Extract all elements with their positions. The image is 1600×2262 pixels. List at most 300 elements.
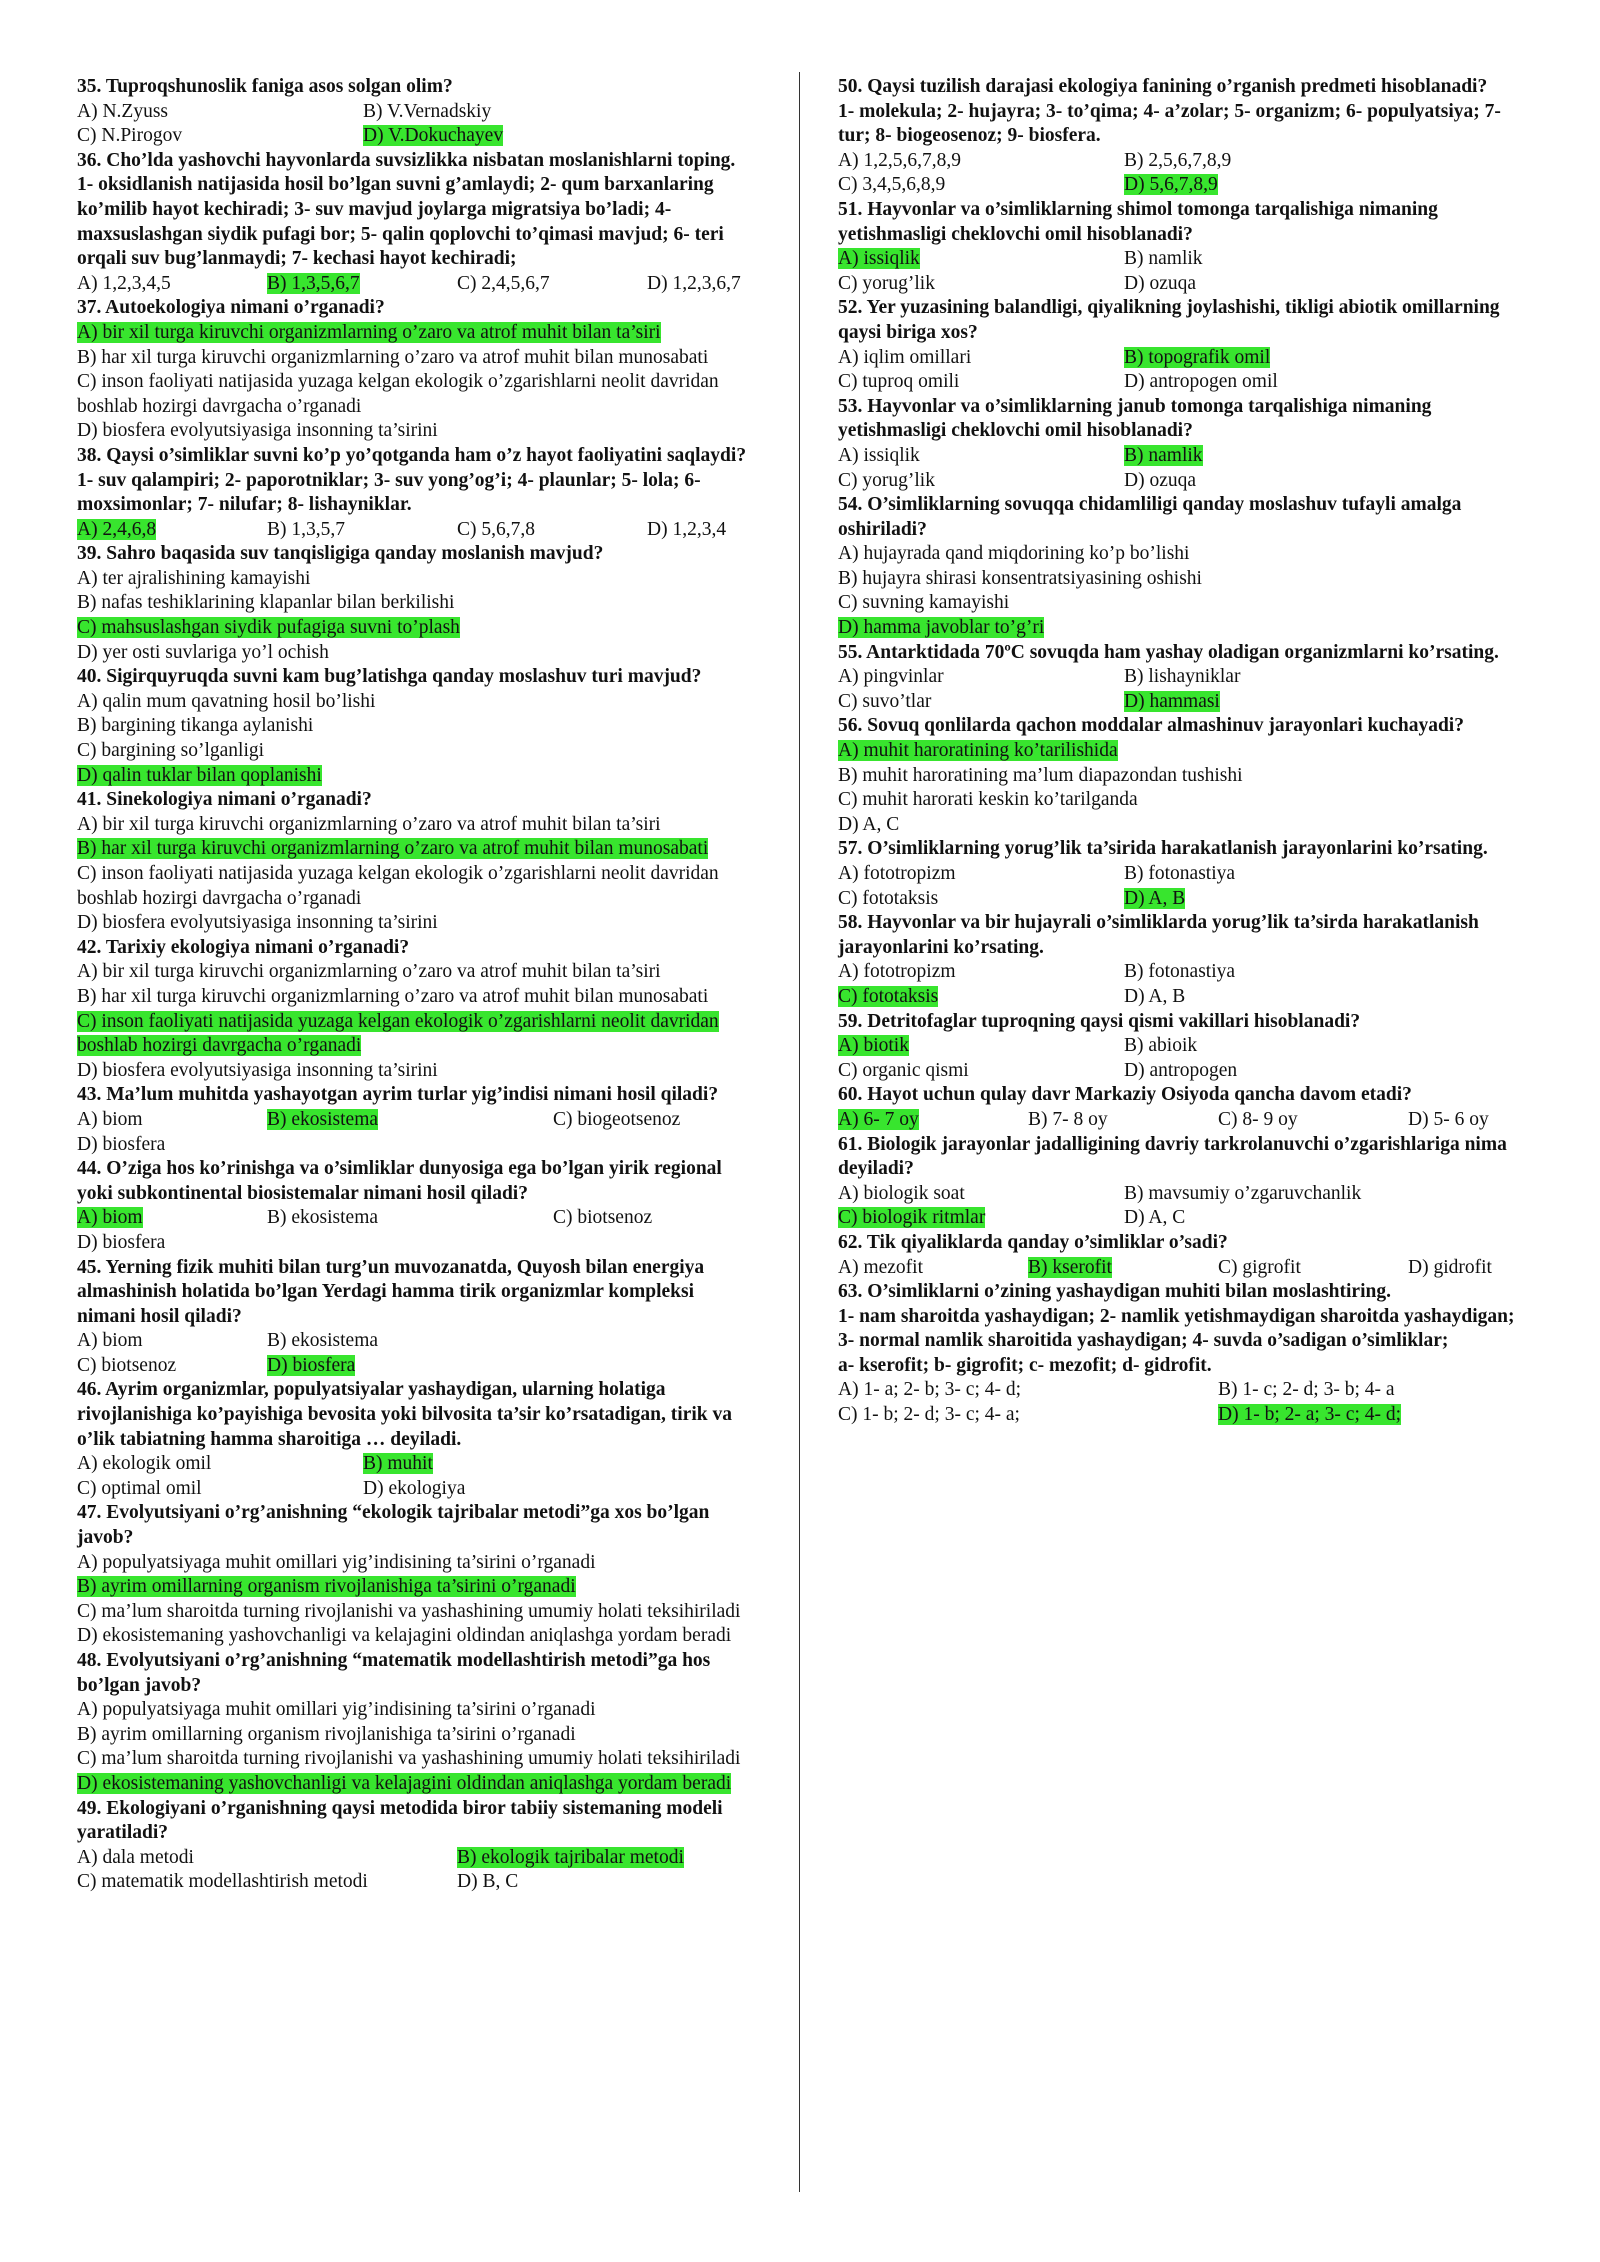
answer-option	[1124, 247, 1203, 272]
text-run: D) ozuqa	[1124, 272, 1197, 294]
answer-options-row	[77, 1108, 757, 1133]
answer-option	[77, 321, 757, 346]
answer-options-row	[838, 370, 1528, 395]
question-text	[838, 296, 1528, 345]
text-run: 48. Evolyutsiyani o’rg’anishning “matematik modellashtirish metodi”ga hos bo’lgan javob?	[77, 1650, 711, 1696]
text-run: A) biom	[77, 1330, 143, 1352]
answer-option	[1218, 1256, 1408, 1281]
text-run: B) nafas teshiklarining klapanlar bilan berkilishi	[77, 592, 455, 614]
answer-option	[1124, 173, 1218, 198]
answer-option	[77, 518, 267, 543]
text-run: D) yer osti suvlariga yo’l ochish	[77, 641, 329, 663]
answer-option	[838, 690, 1124, 715]
text-run: A) qalin mum qavatning hosil bo’lishi	[77, 690, 376, 712]
text-run: D) 1,2,3,6,7	[647, 272, 741, 294]
text-run: A) biom	[77, 1108, 143, 1130]
answer-options-row	[838, 887, 1528, 912]
text-run: 38. Qaysi o’simliklar suvni ko’p yo’qotganda ham o’z hayot faoliyatini saqlaydi?	[77, 444, 747, 466]
answer-option	[363, 1477, 465, 1502]
text-run: D) gidrofit	[1408, 1256, 1492, 1278]
text-run: 1- suv qalampiri; 2- paporotniklar; 3- suv yong’og’i; 4- plaunlar; 5- lola; 6- moxsimonlar; 7- nilufar; 8- lishayniklar.	[77, 469, 701, 516]
answer-option	[1124, 690, 1220, 715]
question-text	[838, 1133, 1528, 1182]
text-run: C) 3,4,5,6,8,9	[838, 174, 946, 196]
text-run: C) inson faoliyati natijasida yuzaga kelgan ekologik o’zgarishlarni neolit davridan boshlab hozirgi davrgacha o’rganadi	[77, 863, 719, 909]
answer-option	[77, 960, 757, 985]
correct-answer-highlight: B) ayrim omillarning organism rivojlanishiga ta’sirini o’rganadi	[77, 1576, 576, 1598]
answer-option	[267, 272, 457, 297]
answer-option	[838, 346, 1124, 371]
answer-option	[838, 985, 1124, 1010]
answer-options-row	[77, 1870, 757, 1895]
answer-options-row	[838, 1256, 1528, 1281]
question-text	[838, 493, 1528, 542]
answer-option	[77, 985, 757, 1010]
answer-options-row	[838, 444, 1528, 469]
text-run: B) har xil turga kiruvchi organizmlarning o’zaro va atrof muhit bilan munosabati	[77, 346, 709, 368]
answer-option	[457, 518, 647, 543]
answer-option	[267, 1329, 378, 1354]
text-run: 46. Ayrim organizmlar, populyatsiyalar yashaydigan, ularning holatiga rivojlanishiga ko’payishiga bevosita yoki bilvosita ta’sir ko’rsatadigan, tirik va o’lik tabiatning hamma sharoitiga … deyiladi.	[77, 1379, 732, 1450]
answer-option	[838, 591, 1528, 616]
correct-answer-highlight: B) ekosistema	[267, 1108, 379, 1130]
text-run: D) B, C	[457, 1871, 519, 1893]
text-run: 36. Cho’lda yashovchi hayvonlarda suvsizlikka nisbatan moslanishlarni toping.	[77, 149, 736, 171]
answer-options-row	[838, 985, 1528, 1010]
answer-option	[77, 567, 757, 592]
answer-option	[77, 1575, 757, 1600]
answer-option	[1124, 1059, 1237, 1084]
answer-options-row	[77, 272, 757, 297]
answer-option	[77, 124, 363, 149]
question-text	[838, 198, 1528, 247]
answer-option	[1124, 370, 1278, 395]
question-text	[77, 542, 757, 567]
text-run: B) fotonastiya	[1124, 961, 1236, 983]
text-run: C) ma’lum sharoitda turning rivojlanishi va yashashining umumiy holati teksihiriladi	[77, 1600, 741, 1622]
answer-options-row	[77, 518, 757, 543]
correct-answer-highlight: D) qalin tuklar bilan qoplanishi	[77, 764, 322, 786]
text-run: C) ma’lum sharoitda turning rivojlanishi va yashashining umumiy holati teksihiriladi	[77, 1748, 741, 1770]
text-run: A) populyatsiyaga muhit omillari yig’indisining ta’sirini o’rganadi	[77, 1551, 596, 1573]
text-run: 42. Tarixiy ekologiya nimani o’rganadi?	[77, 936, 410, 958]
answer-option	[77, 837, 757, 862]
text-run: C) suvo’tlar	[838, 690, 932, 712]
answer-option	[77, 1600, 757, 1625]
text-run: D) biosfera evolyutsiyasiga insonning ta’sirini	[77, 1059, 438, 1081]
text-run: A) 1- a; 2- b; 3- c; 4- d;	[838, 1379, 1022, 1401]
answer-option	[267, 518, 457, 543]
answer-option	[77, 1846, 457, 1871]
answer-option	[838, 469, 1124, 494]
answer-option	[77, 911, 757, 936]
answer-option	[838, 247, 1124, 272]
answer-option	[77, 1624, 757, 1649]
answer-options-row	[838, 1034, 1528, 1059]
text-run: 60. Hayot uchun qulay davr Markaziy Osiyoda qancha davom etadi?	[838, 1084, 1412, 1106]
text-run: A) N.Zyuss	[77, 100, 168, 122]
text-run: C) N.Pirogov	[77, 125, 183, 147]
answer-option	[457, 1846, 684, 1871]
text-run: C) inson faoliyati natijasida yuzaga kelgan ekologik o’zgarishlarni neolit davridan boshlab hozirgi davrgacha o’rganadi	[77, 371, 719, 417]
answer-options-row	[838, 173, 1528, 198]
answer-option	[77, 1133, 757, 1158]
correct-answer-highlight: D) V.Dokuchayev	[363, 125, 504, 147]
answer-option	[838, 813, 1528, 838]
text-run: A) fototropizm	[838, 961, 956, 983]
answer-option	[77, 346, 757, 371]
correct-answer-highlight: B) kserofit	[1028, 1256, 1112, 1278]
text-run: 53. Hayvonlar va o’simliklarning janub tomonga tarqalishiga nimaning yetishmasligi cheklovchi omil hisoblanadi?	[838, 395, 1432, 442]
question-text	[838, 1280, 1528, 1305]
answer-option	[838, 370, 1124, 395]
answer-options-row	[838, 1108, 1528, 1133]
text-run: 59. Detritofaglar tuproqning qaysi qismi vakillari hisoblanadi?	[838, 1010, 1361, 1032]
answer-option	[77, 1551, 757, 1576]
text-run: C) 1- b; 2- d; 3- c; 4- a;	[838, 1404, 1020, 1426]
answer-options-row	[77, 1206, 757, 1231]
question-text	[77, 1083, 757, 1108]
text-run: 56. Sovuq qonlilarda qachon moddalar almashinuv jarayonlari kuchayadi?	[838, 715, 1464, 737]
answer-option	[838, 1182, 1124, 1207]
text-run: B) 7- 8 oy	[1028, 1108, 1108, 1130]
text-run: 1- oksidlanish natijasida hosil bo’lgan suvni g’amlaydi; 2- qum barxanlaring ko’milib hayot kechiradi; 3- suv mavjud joylarga migratsiya bo’ladi; 4- maxsuslashgan siydik pufagi bor; 5- qalin qoplovchi to’qimasi mavjud; 6- teri orqali suv bug’lanmaydi; 7- kechasi hayot kechiradi;	[77, 174, 724, 270]
correct-answer-highlight: A) issiqlik	[838, 248, 920, 270]
answer-option	[647, 272, 741, 297]
answer-option	[838, 272, 1124, 297]
correct-answer-highlight: D) 1- b; 2- a; 3- c; 4- d;	[1218, 1404, 1402, 1426]
answer-option	[838, 862, 1124, 887]
correct-answer-highlight: A) 6- 7 oy	[838, 1108, 919, 1130]
answer-option	[77, 690, 757, 715]
text-run: D) biosfera evolyutsiyasiga insonning ta’sirini	[77, 912, 438, 934]
answer-option	[267, 1108, 553, 1133]
answer-option	[553, 1206, 652, 1231]
answer-option	[838, 764, 1528, 789]
answer-option	[838, 1034, 1124, 1059]
text-run: 61. Biologik jarayonlar jadalligining davriy tarkrolanuvchi o’zgarishlariga nima deyiladi?	[838, 1133, 1507, 1180]
text-run: B) hujayra shirasi konsentratsiyasining oshishi	[838, 567, 1202, 589]
answer-options-row	[77, 1846, 757, 1871]
correct-answer-highlight: D) ekosistemaning yashovchanligi va kelajagini oldindan aniqlashga yordam beradi	[77, 1772, 732, 1794]
answer-option	[77, 862, 757, 911]
answer-option	[77, 1354, 267, 1379]
text-run: D) ekosistemaning yashovchanligi va kelajagini oldindan aniqlashga yordam beradi	[77, 1625, 732, 1647]
text-run: 39. Sahro baqasida suv tanqisligiga qanday moslanish mavjud?	[77, 543, 604, 565]
question-text	[838, 1231, 1528, 1256]
answer-option	[1124, 1034, 1197, 1059]
text-run: 55. Antarktidada 70ºC sovuqda ham yashay oladigan organizmlarni ko’rsating.	[838, 641, 1499, 663]
answer-option	[838, 887, 1124, 912]
text-run: D) A, B	[1124, 985, 1186, 1007]
answer-options-row	[838, 346, 1528, 371]
text-run: C) biotsenoz	[77, 1354, 177, 1376]
answer-option	[838, 1059, 1124, 1084]
answer-option	[1218, 1403, 1401, 1428]
answer-options-row	[77, 100, 757, 125]
question-text	[77, 1378, 757, 1452]
question-text	[77, 936, 757, 961]
answer-option	[1124, 665, 1240, 690]
correct-answer-highlight: D) 5,6,7,8,9	[1124, 174, 1218, 196]
text-run: 54. O’simliklarning sovuqqa chidamliligi qanday moslashuv tufayli amalga oshiriladi?	[838, 494, 1462, 540]
answer-option	[77, 1698, 757, 1723]
text-run: B) mavsumiy o’zgaruvchanlik	[1124, 1182, 1362, 1204]
text-run: C) organic qismi	[838, 1059, 969, 1081]
answer-option	[838, 1206, 1124, 1231]
answer-option	[1408, 1256, 1492, 1281]
answer-option	[1218, 1378, 1395, 1403]
text-run: C) 2,4,5,6,7	[457, 272, 550, 294]
text-run: 47. Evolyutsiyani o’rg’anishning “ekologik tajribalar metodi”ga xos bo’lgan javob?	[77, 1502, 710, 1549]
question-text	[838, 1083, 1528, 1108]
correct-answer-highlight: A) 2,4,6,8	[77, 518, 157, 540]
answer-options-row	[838, 1059, 1528, 1084]
question-text	[838, 1354, 1528, 1379]
text-run: 35. Tuproqshunoslik faniga asos solgan olim?	[77, 76, 453, 97]
text-run: B) 1,3,5,7	[267, 518, 345, 540]
text-run: B) muhit haroratining ma’lum diapazondan tushishi	[838, 764, 1243, 786]
answer-option	[838, 616, 1528, 641]
answer-option	[1124, 346, 1270, 371]
answer-option	[77, 100, 363, 125]
answer-option	[77, 591, 757, 616]
answer-option	[647, 518, 726, 543]
answer-options-row	[838, 247, 1528, 272]
text-run: C) bargining so’lganligi	[77, 740, 265, 762]
text-run: B) lishayniklar	[1124, 666, 1241, 688]
answer-option	[77, 1477, 363, 1502]
question-text	[838, 75, 1528, 100]
text-run: B) har xil turga kiruvchi organizmlarning o’zaro va atrof muhit bilan munosabati	[77, 985, 709, 1007]
answer-options-row	[838, 469, 1528, 494]
answer-options-row	[838, 272, 1528, 297]
text-run: D) A, C	[1124, 1207, 1186, 1229]
answer-option	[77, 813, 757, 838]
answer-options-row	[838, 862, 1528, 887]
question-text	[838, 837, 1528, 862]
answer-option	[363, 100, 491, 125]
question-text	[838, 714, 1528, 739]
text-run: D) biosfera	[77, 1133, 166, 1155]
text-run: A) 1,2,5,6,7,8,9	[838, 149, 961, 171]
answer-option	[838, 444, 1124, 469]
question-text	[838, 641, 1528, 666]
text-run: D) A, C	[838, 813, 900, 835]
text-run: 1- nam sharoitda yashaydigan; 2- namlik yetishmaydigan sharoitda yashaydigan; 3- normal namlik sharoitida yashaydigan; 4- suvda o’sadigan o’simliklar;	[838, 1305, 1515, 1352]
correct-answer-highlight: A) bir xil turga kiruvchi organizmlarning o’zaro va atrof muhit bilan ta’siri	[77, 321, 661, 343]
answer-option	[77, 641, 757, 666]
correct-answer-highlight: A) biotik	[838, 1035, 909, 1057]
text-run: D) ozuqa	[1124, 469, 1197, 491]
answer-options-row	[77, 124, 757, 149]
text-run: D) biosfera	[77, 1231, 166, 1253]
answer-option	[1124, 862, 1235, 887]
answer-option	[77, 419, 757, 444]
answer-option	[363, 1452, 433, 1477]
text-run: A) biologik soat	[838, 1182, 965, 1204]
answer-option	[838, 149, 1124, 174]
text-run: 63. O’simliklarni o’zining yashaydigan muhiti bilan moslashtiring.	[838, 1281, 1391, 1303]
text-run: A) ter ajralishining kamayishi	[77, 567, 311, 589]
question-text	[77, 444, 757, 469]
answer-option	[838, 960, 1124, 985]
text-run: B) bargining tikanga aylanishi	[77, 715, 314, 737]
answer-option	[1218, 1108, 1408, 1133]
question-text	[77, 1256, 757, 1330]
answer-option	[838, 542, 1528, 567]
text-run: C) biotsenoz	[553, 1207, 653, 1229]
text-run: B) ekosistema	[267, 1207, 379, 1229]
answer-option	[457, 1870, 518, 1895]
answer-option	[77, 1231, 757, 1256]
text-run: B) ayrim omillarning organism rivojlanishiga ta’sirini o’rganadi	[77, 1723, 576, 1745]
answer-option	[838, 1378, 1218, 1403]
answer-option	[77, 1747, 757, 1772]
answer-option	[838, 739, 1528, 764]
question-text	[838, 1305, 1528, 1354]
answer-option	[1124, 887, 1185, 912]
answer-option	[77, 1452, 363, 1477]
correct-answer-highlight: C) mahsuslashgan siydik pufagiga suvni to’plash	[77, 617, 460, 639]
correct-answer-highlight: B) har xil turga kiruvchi organizmlarning o’zaro va atrof muhit bilan munosabati	[77, 838, 709, 860]
answer-option	[77, 1010, 757, 1059]
question-text	[838, 911, 1528, 960]
text-run: 57. O’simliklarning yorug’lik ta’sirida harakatlanish jarayonlarini ko’rsating.	[838, 838, 1488, 860]
answer-option	[553, 1108, 680, 1133]
question-text	[77, 149, 757, 174]
text-run: D) antropogen omil	[1124, 371, 1278, 393]
text-run: 41. Sinekologiya nimani o’rganadi?	[77, 789, 372, 811]
left-column	[77, 75, 757, 1895]
answer-option	[457, 272, 647, 297]
answer-options-row	[838, 665, 1528, 690]
answer-option	[838, 1108, 1028, 1133]
answer-option	[1124, 272, 1196, 297]
right-column	[838, 75, 1528, 1428]
text-run: C) optimal omil	[77, 1477, 202, 1499]
text-run: C) yorug’lik	[838, 469, 935, 491]
correct-answer-highlight: D) biosfera	[267, 1354, 356, 1376]
text-run: 45. Yerning fizik muhiti bilan turg’un muvozanatda, Quyosh bilan energiya almashinish holatida bo’lgan Yerdagi hamma tirik organizmlar kompleksi nimani hosil qiladi?	[77, 1256, 705, 1327]
text-run: 52. Yer yuzasining balandligi, qiyalikning joylashishi, tikligi abiotik omillarning qaysi biriga xos?	[838, 297, 1500, 343]
answer-option	[77, 272, 267, 297]
answer-option	[267, 1206, 553, 1231]
answer-option	[77, 1108, 267, 1133]
answer-options-row	[77, 1452, 757, 1477]
text-run: D) antropogen	[1124, 1059, 1238, 1081]
text-run: 51. Hayvonlar va o’simliklarning shimol tomonga tarqalishiga nimaning yetishmasligi cheklovchi omil hisoblanadi?	[838, 198, 1438, 245]
text-run: 43. Ma’lum muhitda yashayotgan ayrim turlar yig’indisi nimani hosil qiladi?	[77, 1084, 719, 1106]
text-run: D) 1,2,3,4	[647, 518, 727, 540]
question-text	[77, 665, 757, 690]
text-run: a- kserofit; b- gigrofit; c- mezofit; d- gidrofit.	[838, 1354, 1212, 1376]
question-text	[77, 469, 757, 518]
answer-option	[77, 370, 757, 419]
text-run: A) mezofit	[838, 1256, 924, 1278]
text-run: B) 2,5,6,7,8,9	[1124, 149, 1232, 171]
text-run: B) abioik	[1124, 1035, 1198, 1057]
answer-options-row	[838, 1378, 1528, 1403]
answer-option	[838, 665, 1124, 690]
question-text	[838, 395, 1528, 444]
text-run: A) bir xil turga kiruvchi organizmlarning o’zaro va atrof muhit bilan ta’siri	[77, 813, 661, 835]
text-run: A) dala metodi	[77, 1846, 194, 1868]
answer-option	[838, 567, 1528, 592]
text-run: A) issiqlik	[838, 444, 920, 466]
answer-option	[77, 714, 757, 739]
answer-option	[838, 173, 1124, 198]
text-run: A) hujayrada qand miqdorining ko’p bo’lishi	[838, 543, 1190, 565]
answer-option	[77, 1723, 757, 1748]
answer-option	[363, 124, 503, 149]
answer-option	[77, 1870, 457, 1895]
text-run: D) 5- 6 oy	[1408, 1108, 1489, 1130]
text-run: B) 1- c; 2- d; 3- b; 4- a	[1218, 1379, 1395, 1401]
text-run: C) fototaksis	[838, 887, 939, 909]
text-run: D) ekologiya	[363, 1477, 466, 1499]
answer-options-row	[838, 960, 1528, 985]
correct-answer-highlight: B) 1,3,5,6,7	[267, 272, 360, 294]
question-text	[77, 75, 757, 100]
text-run: A) ekologik omil	[77, 1453, 212, 1475]
answer-options-row	[838, 1403, 1528, 1428]
question-text	[77, 788, 757, 813]
text-run: D) biosfera evolyutsiyasiga insonning ta’sirini	[77, 420, 438, 442]
text-run: A) 1,2,3,4,5	[77, 272, 171, 294]
answer-options-row	[77, 1329, 757, 1354]
text-run: A) iqlim omillari	[838, 346, 972, 368]
answer-options-row	[838, 690, 1528, 715]
answer-option	[1124, 1182, 1361, 1207]
text-run: 50. Qaysi tuzilish darajasi ekologiya fanining o’rganish predmeti hisoblanadi?	[838, 76, 1488, 97]
question-text	[77, 1649, 757, 1698]
text-run: A) populyatsiyaga muhit omillari yig’indisining ta’sirini o’rganadi	[77, 1699, 596, 1721]
answer-option	[267, 1354, 355, 1379]
correct-answer-highlight: C) fototaksis	[838, 985, 939, 1007]
text-run: 1- molekula; 2- hujayra; 3- to’qima; 4- a’zolar; 5- organizm; 6- populyatsiya; 7- tur; 8- biogeosenoz; 9- biosfera.	[838, 100, 1501, 147]
correct-answer-highlight: C) inson faoliyati natijasida yuzaga kelgan ekologik o’zgarishlarni neolit davridan boshlab hozirgi davrgacha o’rganadi	[77, 1010, 719, 1057]
text-run: C) muhit harorati keskin ko’tarilganda	[838, 789, 1138, 811]
question-text	[838, 100, 1528, 149]
answer-option	[1124, 1206, 1185, 1231]
answer-option	[838, 1256, 1028, 1281]
answer-options-row	[77, 1354, 757, 1379]
question-text	[77, 296, 757, 321]
answer-option	[1124, 469, 1196, 494]
text-run: 62. Tik qiyaliklarda qanday o’simliklar o’sadi?	[838, 1231, 1228, 1253]
correct-answer-highlight: B) muhit	[363, 1453, 433, 1475]
text-run: B) namlik	[1124, 248, 1203, 270]
answer-option	[838, 1403, 1218, 1428]
answer-options-row	[838, 1182, 1528, 1207]
correct-answer-highlight: C) biologik ritmlar	[838, 1207, 986, 1229]
answer-option	[77, 1206, 267, 1231]
question-text	[77, 173, 757, 271]
answer-option	[77, 1059, 757, 1084]
text-run: C) suvning kamayishi	[838, 592, 1010, 614]
question-text	[77, 1501, 757, 1550]
correct-answer-highlight: B) topografik omil	[1124, 346, 1271, 368]
answer-option	[1028, 1256, 1218, 1281]
correct-answer-highlight: B) namlik	[1124, 444, 1203, 466]
answer-option	[77, 1329, 267, 1354]
correct-answer-highlight: B) ekologik tajribalar metodi	[457, 1846, 684, 1868]
answer-options-row	[838, 149, 1528, 174]
text-run: A) bir xil turga kiruvchi organizmlarning o’zaro va atrof muhit bilan ta’siri	[77, 961, 661, 983]
text-run: A) pingvinlar	[838, 666, 944, 688]
answer-options-row	[77, 1477, 757, 1502]
